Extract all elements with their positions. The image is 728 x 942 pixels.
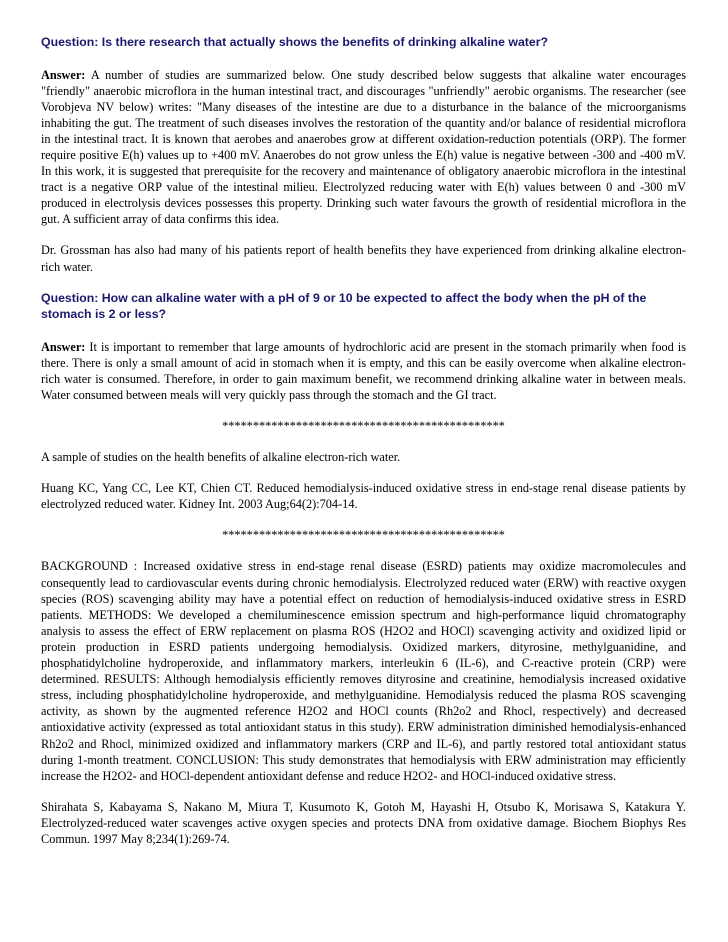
followup-paragraph: Dr. Grossman has also had many of his patients report of health benefits they have experienced from drinking alkaline electron-rich water. xyxy=(41,243,686,274)
separator-2: ********************************************** xyxy=(222,528,505,543)
answer-2-paragraph xyxy=(41,339,686,403)
answer-1-paragraph xyxy=(41,67,686,228)
answer-2-label: Answer: xyxy=(41,339,86,354)
answer-2-text: It is important to remember that large amounts of hydrochloric acid are present in the stomach primarily when food is there. There is only a small amount of acid in stomach when it is empty, and this can be easily overcome when alkaline electron-rich water is consumed. Therefore, in order to gain maximum benefit, we recommend drinking alkaline water in between meals. Water consumed between meals will very quickly pass through the stomach and the GI tract. xyxy=(41,339,686,402)
abstract-1: BACKGROUND : Increased oxidative stress in end-stage renal disease (ESRD) patients may oxidize macromolecules and consequently lead to cardiovascular events during chronic hemodialysis. Electrolyzed reduced water (ERW) with reactive oxygen species (ROS) scavenging ability may have a potential effect on reduction of hemodialysis-induced oxidative stress in ESRD patients. METHODS: We developed a chemiluminescence emission spectrum and high-performance liquid chromatography analysis to assess the effect of ERW replacement on plasma ROS (H2O2 and HOCl) scavenging activity and oxidized lipid or protein production in ESRD patients undergoing hemodialysis. Oxidized markers, dityrosine, methylguanidine, and phosphatidylcholine hydroperoxide, and inflammatory markers, interleukin 6 (IL-6), and C-reactive protein (CRP) were determined. RESULTS: Although hemodialysis efficiently removes dityrosine and creatinine, hemodialysis increased oxidative stress, including phosphatidylcholine hydroperoxide, and methylguanidine. Hemodialysis reduced the plasma ROS scavenging activity, as shown by the augmented reference H2O2 and HOCl counts (Rh2o2 and Rhocl, respectively) and decreased antioxidative activity (expressed as total antioxidant status in this study). ERW administration diminished hemodialysis-enhanced Rh2o2 and Rhocl, minimized oxidized and inflammatory markers (CRP and IL-6), and partly restored total antioxidant status during 1-month treatment. CONCLUSION: This study demonstrates that hemodialysis with ERW administration may efficiently increase the H2O2- and HOCl-dependent antioxidant defense and reduce H2O2- and HOCl-induced oxidative stress. xyxy=(41,559,686,783)
question-2-heading: Question: How can alkaline water with a pH of 9 or 10 be expected to affect the body when the pH of the stomach is 2 or less? xyxy=(41,290,647,322)
citation-1: Huang KC, Yang CC, Lee KT, Chien CT. Reduced hemodialysis-induced oxidative stress in end-stage renal disease patients by electrolyzed reduced water. Kidney Int. 2003 Aug;64(2):704-14. xyxy=(41,481,686,512)
separator-1: ********************************************** xyxy=(222,419,505,433)
document-page xyxy=(41,34,686,862)
question-1-heading: Question: Is there research that actually shows the benefits of drinking alkaline water? xyxy=(41,35,549,49)
answer-1-label: Answer: xyxy=(41,67,86,82)
citation-2: Shirahata S, Kabayama S, Nakano M, Miura T, Kusumoto K, Gotoh M, Hayashi H, Otsubo K, Morisawa S, Katakura Y. Electrolyzed-reduced water scavenges active oxygen species and protects DNA from oxidative damage. Biochem Biophys Res Commun. 1997 May 8;234(1):269-74. xyxy=(41,799,686,846)
answer-1-text: A number of studies are summarized below. One study described below suggests that alkaline water encourages "friendly" anaerobic microflora in the human intestinal tract, and discourages "unfriendly" aerobic organisms. The researcher (see Vorobjeva NV below) writes: "Many diseases of the intestine are due to a disturbance in the balance of the microorganisms inhabiting the gut. The treatment of such diseases involves the restoration of the quantity and/or balance of residential microflora in the intestinal tract. It is known that aerobes and anaerobes grow at different oxidation-reduction potentials (ORP). The former require positive E(h) values up to +400 mV. Anaerobes do not grow unless the E(h) value is negative between -300 and -400 mV. In this work, it is suggested that prerequisite for the recovery and maintenance of obligatory anaerobic microflora in the intestinal tract is a negative ORP value of the intestinal milieu. Electrolyzed reducing water with E(h) values between 0 and -300 mV produced in electrolysis devices possesses this property. Drinking such water favours the growth of residential microflora in the gut. A sufficient array of data confirms this idea. xyxy=(41,67,686,227)
studies-intro: A sample of studies on the health benefits of alkaline electron-rich water. xyxy=(41,450,401,465)
